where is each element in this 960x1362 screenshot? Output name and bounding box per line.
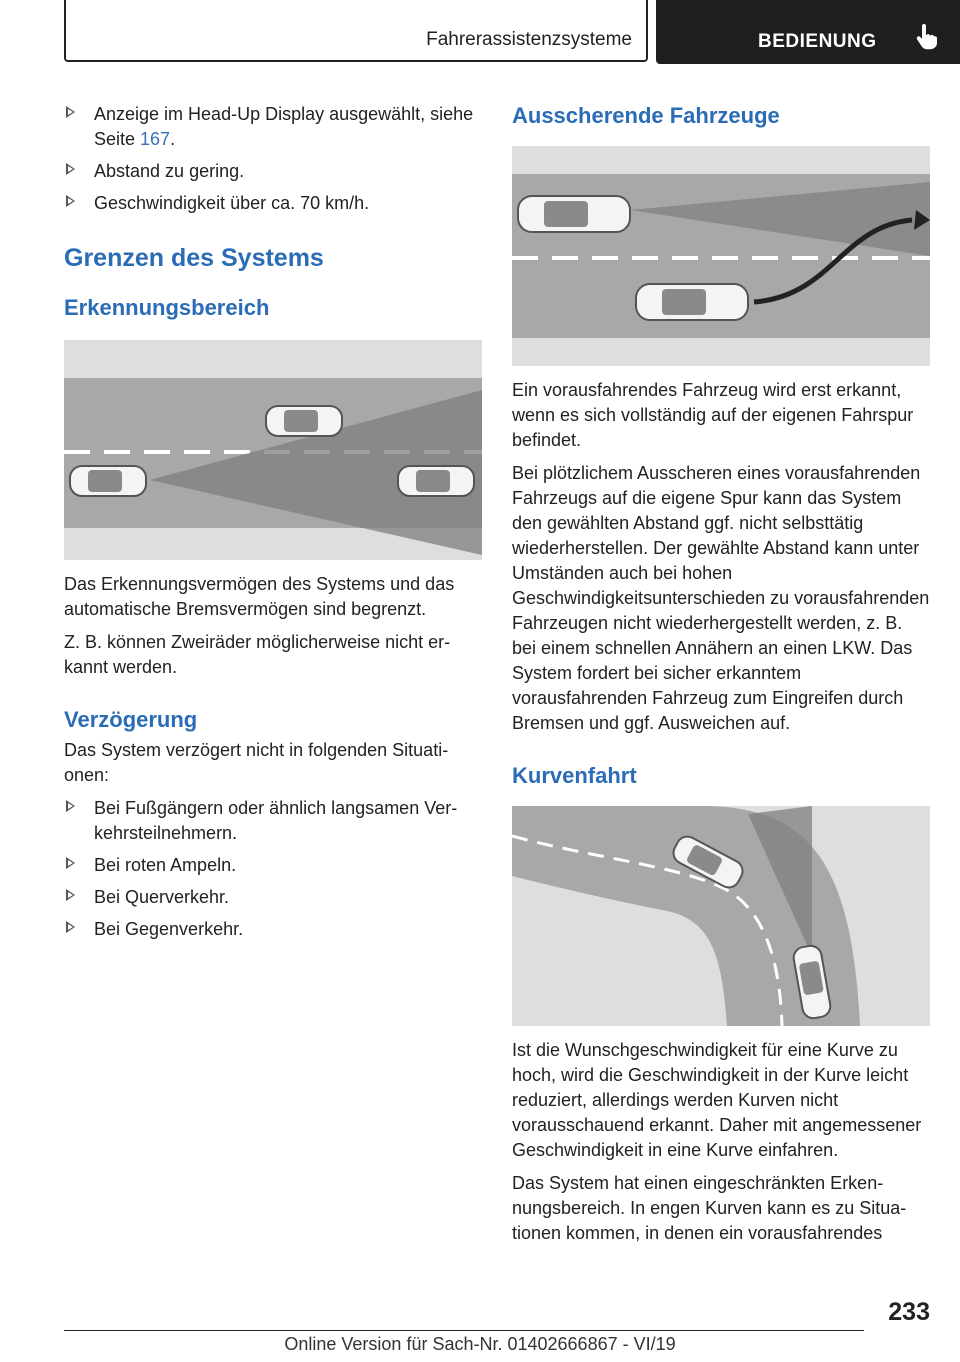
paragraph: Bei plötzlichem Ausscheren eines vorausfahrenden Fahrzeugs auf die eigene Spur kann das System den gewählten Abstand ggf. nicht selbsttätig wiederherstellen. Der gewählte Abstand kann unter Umständen auch bei hohen Geschwindigkeitsunterschieden zu vorausfahrenden Fahrzeugen nicht wiederhergestellt werden, z. B. bei einem schnellen Annähern an einen LKW. Das System fordert bei sicher erkanntem vorausfahrenden Fahrzeug zum Eingreifen durch Bremsen und ggf. Ausweichen auf. — [512, 463, 930, 733]
car-icon — [70, 466, 146, 496]
heading-cutting-vehicles: Ausscherende Fahrzeuge — [512, 103, 780, 128]
heading-deceleration: Verzögerung — [64, 707, 198, 732]
list-item: Bei Querverkehr. — [64, 885, 482, 910]
triangle-bullet-icon — [66, 857, 75, 869]
detection-range-figure — [64, 340, 482, 560]
list-item: Bei Gegenverkehr. — [64, 917, 482, 942]
footer-divider — [64, 1330, 864, 1331]
chapter-title: BEDIENUNG — [758, 31, 877, 52]
heading-detection: Erkennungsbereich — [64, 295, 270, 320]
car-icon — [518, 196, 630, 232]
list-item: Bei roten Ampeln. — [64, 853, 482, 878]
display-conditions-list — [64, 102, 482, 216]
paragraph: Das System verzögert nicht in folgenden Situationen: — [64, 740, 449, 785]
paragraph: Das Erkennungsvermögen des Systems und das automatische Bremsvermögen sind begrenzt. — [64, 574, 455, 619]
car-icon — [636, 284, 748, 320]
left-column — [64, 96, 482, 949]
paragraph: Das System hat einen eingeschränkten Erkennungsbereich. In engen Kurven kann es zu Situationen kommen, in denen ein vorausfahrendes — [512, 1173, 907, 1243]
triangle-bullet-icon — [66, 106, 75, 118]
list-item: Anzeige im Head-Up Display ausgewählt, siehe Seite 167. — [64, 102, 482, 152]
right-column — [512, 96, 930, 1254]
triangle-bullet-icon — [66, 921, 75, 933]
paragraph: Ist die Wunschgeschwindigkeit für eine Kurve zu hoch, wird die Geschwindigkeit in der Kurve leicht reduziert, allerdings werden Kurven nicht vorausschauend erkannt. Daher mit angemessener Geschwindigkeit in eine Kurve einfahren. — [512, 1040, 922, 1160]
car-icon — [398, 466, 474, 496]
deceleration-list — [64, 796, 482, 942]
paragraph: Ein vorausfahrendes Fahrzeug wird erst erkannt, wenn es sich vollständig auf der eigenen Fahrspur befindet. — [512, 380, 914, 450]
triangle-bullet-icon — [66, 195, 75, 207]
section-title: Fahrerassistenzsysteme — [64, 0, 648, 62]
triangle-bullet-icon — [66, 800, 75, 812]
page-link[interactable]: 167 — [140, 129, 171, 149]
list-item: Bei Fußgängern oder ähnlich langsamen Verkehrsteilnehmern. — [64, 796, 482, 846]
footer-version: Online Version für Sach-Nr. 01402666867 - VI/19 — [284, 1334, 676, 1354]
cornering-figure — [512, 806, 930, 1026]
heading-limits: Grenzen des Systems — [64, 244, 324, 272]
list-item: Abstand zu gering. — [64, 159, 482, 184]
page-header — [0, 0, 960, 66]
pointing-hand-icon — [916, 24, 938, 50]
paragraph: Z. B. können Zweiräder möglicherweise nicht erkannt werden. — [64, 632, 451, 677]
triangle-bullet-icon — [66, 889, 75, 901]
page-number: 233 — [888, 1298, 930, 1326]
car-icon — [266, 406, 342, 436]
chapter-tab — [656, 0, 960, 64]
heading-cornering: Kurvenfahrt — [512, 763, 637, 788]
list-item: Geschwindigkeit über ca. 70 km/h. — [64, 191, 482, 216]
triangle-bullet-icon — [66, 163, 75, 175]
cutting-vehicles-figure — [512, 146, 930, 366]
